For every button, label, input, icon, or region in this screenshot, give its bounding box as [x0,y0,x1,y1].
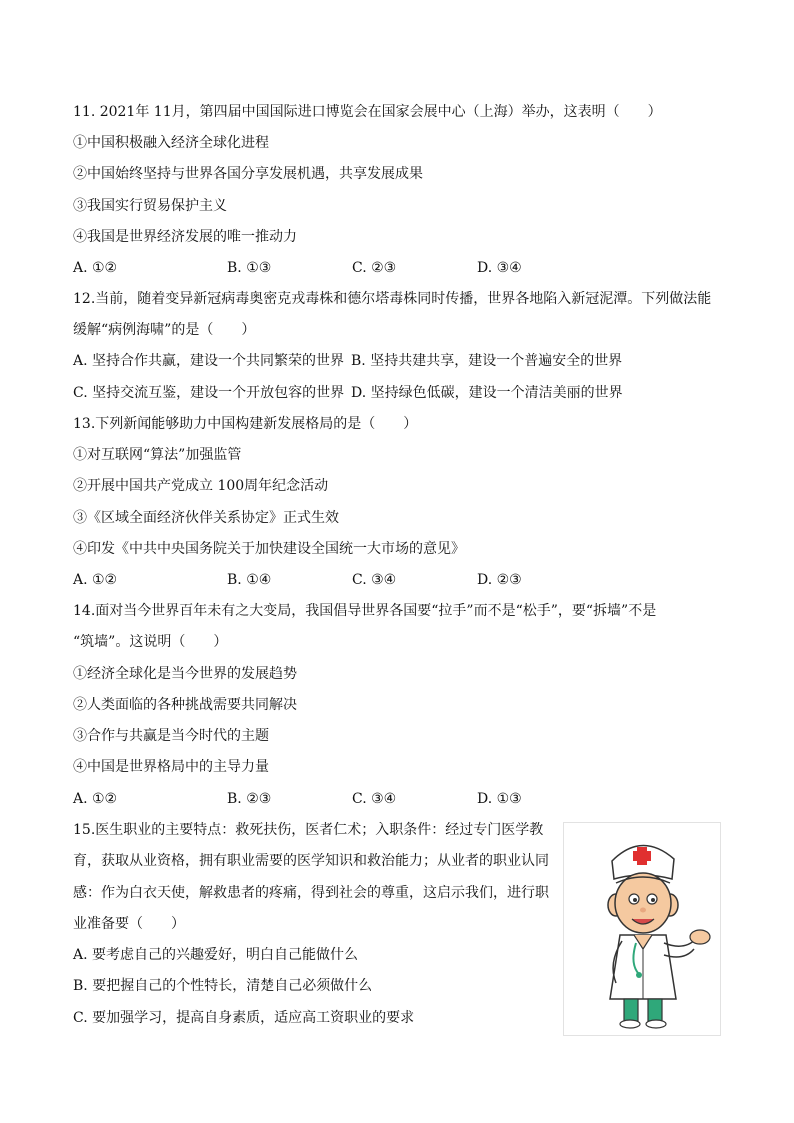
q14-option-a: A. ①② [73,791,118,807]
q11-option-c: C. ②③ [352,260,397,276]
q13-item-1: ①对互联网“算法”加强监管 [73,447,242,463]
q15-stem-line4: 业准备要（ ） [73,916,185,932]
q12-option-d: D. 坚持绿色低碳，建设一个清洁美丽的世界 [351,385,623,401]
q15-option-b: B. 要把握自己的个性特长，清楚自己必须做什么 [73,978,373,994]
q15-option-c: C. 要加强学习，提高自身素质，适应高工资职业的要求 [73,1010,415,1026]
q15-stem-line3: 感：作为白衣天使，解救患者的疼痛，得到社会的尊重，这启示我们，进行职 [73,885,549,901]
q12-stem-line2: 缓解“病例海啸”的是（ ） [73,322,256,338]
q13-stem: 13.下列新闻能够助力中国构建新发展格局的是（ ） [73,416,418,432]
q14-option-c: C. ③④ [352,791,397,807]
q13-option-a: A. ①② [73,572,118,588]
q14-stem-line2: “筑墙”。这说明（ ） [73,634,228,650]
q15-option-a: A. 要考虑自己的兴趣爱好，明白自己能做什么 [73,947,359,963]
q13-item-3: ③《区域全面经济伙伴关系协定》正式生效 [73,510,339,526]
q15-stem-line1: 15.医生职业的主要特点：救死扶伤，医者仁术；入职条件：经过专门医学教 [73,822,544,838]
q12-option-a: A. 坚持合作共赢，建设一个共同繁荣的世界 [73,353,345,369]
q11-option-b: B. ①③ [227,260,272,276]
q14-item-1: ①经济全球化是当今世界的发展趋势 [73,666,297,682]
q11-item-4: ④我国是世界经济发展的唯一推动力 [73,229,297,245]
q15-stem-line2: 育，获取从业资格，拥有职业需要的医学知识和救治能力；从业者的职业认同 [73,853,549,869]
q14-stem-line1: 14.面对当今世界百年未有之大变局，我国倡导世界各国要“拉手”而不是“松手”，要“拆墙”不是 [73,603,657,619]
q11-item-1: ①中国积极融入经济全球化进程 [73,135,269,151]
q12-option-c: C. 坚持交流互鉴，建设一个开放包容的世界 [73,385,345,401]
q13-item-2: ②开展中国共产党成立 100周年纪念活动 [73,478,329,494]
q14-item-3: ③合作与共赢是当今时代的主题 [73,728,269,744]
q14-option-b: B. ②③ [227,791,272,807]
q13-option-b: B. ①④ [227,572,272,588]
q14-item-4: ④中国是世界格局中的主导力量 [73,759,269,775]
q14-item-2: ②人类面临的各种挑战需要共同解决 [73,697,297,713]
q13-option-d: D. ②③ [477,572,522,588]
q11-item-2: ②中国始终坚持与世界各国分享发展机遇，共享发展成果 [73,166,423,182]
q11-option-a: A. ①② [73,260,118,276]
q11-option-d: D. ③④ [477,260,522,276]
doctor-icon [564,823,720,1035]
q11-item-3: ③我国实行贸易保护主义 [73,198,227,214]
doctor-illustration [563,822,721,1036]
q14-option-d: D. ①③ [477,791,522,807]
q12-option-b: B. 坚持共建共享，建设一个普遍安全的世界 [351,353,623,369]
q13-item-4: ④印发《中共中央国务院关于加快建设全国统一大市场的意见》 [73,541,465,557]
q13-option-c: C. ③④ [352,572,397,588]
q11-stem: 11. 2021年 11月，第四届中国国际进口博览会在国家会展中心（上海）举办，这表明（ ） [73,104,662,120]
q12-stem-line1: 12.当前，随着变异新冠病毒奥密克戎毒株和德尔塔毒株同时传播，世界各地陷入新冠泥潭。下列做法能 [73,291,712,307]
